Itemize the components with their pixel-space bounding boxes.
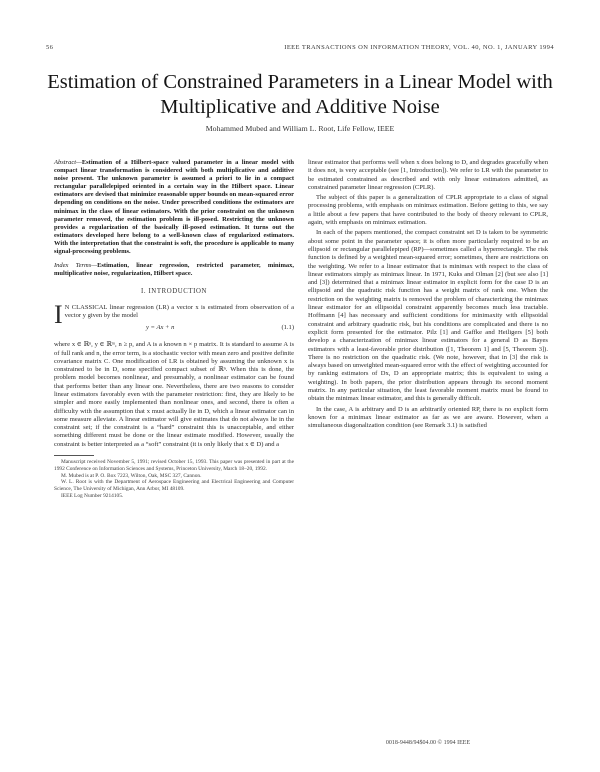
index-terms [54,262,294,278]
running-header [46,44,554,56]
equation-number: (1.1) [281,324,294,332]
body-paragraph: The subject of this paper is a generalization of CPLR appropriate to a class of signal processing problems, with emphasis on minimax estimation. Before getting to this, we say a little about a few papers that have contributed to the body of theory relevant to CPLR, again, with emphasis on minimax estimation. [308,194,548,227]
equation-1-1 [54,324,294,336]
abstract-text: Estimation of a Hilbert-space valued parameter in a linear model with compact linear transformation is considered with both multiplicative and additive noise present. The unknown parameter is assumed a priori to lie in a compact rectangular parallelepiped oriented in a certain way in the Hilbert space. Linear estimators are devised that minimize reasonable upper bounds on mean-squared error depending on conditions on the noise. Under prescribed conditions the estimators are minimax in the class of linear estimators. With the prior constraint on the unknown parameter removed, the estimation problem is ill-posed. Restricting the unknown provides a regularization of the basically ill-posed estimation. It turns out the estimators developed here belong to a well-known class of regularized estimators. With the interpretation that the constraint is soft, the procedure is applicable to many signal-processing problems. [54,159,294,256]
intro-text: N CLASSICAL linear regression (LR) a vector x is estimated from observation of a vector y given by the model [64,303,294,319]
left-column [54,159,294,500]
body-paragraph: In the case, A is arbitrary and D is an arbitrarily oriented RP, there is no explicit form known for a minimax linear estimator as far as we are aware. However, when a simultaneous diagonalization condition (see Remark 3.1) is satisfied [308,405,548,430]
copyright-line: 0018-9448/94$04.00 © 1994 IEEE [385,740,471,746]
footnote: W. L. Root is with the Department of Aerospace Engineering and Electrical Engineering and Computer Science, The University of Michigan, Ann Arbor, MI 48109. [54,479,294,493]
abstract-lead: Abstract— [54,159,82,166]
abstract [54,159,294,256]
body-paragraph: where x ∈ ℝⁿ, y ∈ ℝᵐ, n ≥ p, and A is a known n × p matrix. It is standard to assume A is of full rank and n, the error term, is a stochastic vector with mean zero and positive definite covariance matrix C. One modification of LR is obtained by assuming the unknown x is constrained to be in D, some specified compact subset of ℝⁿ. When this is done, the problem model becomes nonlinear, and presumably, a nonlinear estimator can be found that performs better than any linear one. Nevertheless, there are two reasons to consider linear estimators favorably even with the parameter restriction: first, they are likely to be simpler and more easily implemented than nonlinear ones, and second, there is often a difficulty with the assumption that x must actually lie in D, which a linear estimator can in some measure alleviate. A linear estimator will give estimates that do not always lie in the constraint set; if the constraint is a “hard” constraint this is unacceptable, and either something different must be done or the linear estimate modified. However, usually the constraint is better interpreted as a “soft” constraint (it is only likely that x ∈ D) and a [54,341,294,448]
index-terms-lead: Index Terms— [54,262,98,270]
footnote: M. Mubed is at P. O. Box 7223, Wilton, Oak, MSC 327, Cannon. [61,472,202,479]
equation-text: y = Ax + n [146,324,175,332]
footnotes [54,459,294,500]
drop-cap: I [54,299,63,329]
footnote: IEEE Log Number 9214105. [61,493,124,500]
footnote: Manuscript received November 5, 1991; revised October 15, 1993. This paper was presented in part at the 1992 Conference on Information Sciences and Systems, Princeton University, March 18–20, 1992. [54,459,294,472]
index-terms-text: Estimation, linear regression, restricted parameter, minimax, multiplicative noise, regularization, Hilbert space. [54,262,295,278]
paper-authors: Mohammed Mubed and William L. Root, Life Fellow, IEEE [205,124,395,133]
journal-header: IEEE TRANSACTIONS ON INFORMATION THEORY, VOL. 40, NO. 1, JANUARY 1994 [284,44,554,51]
paper-title: Estimation of Constrained Parameters in a Linear Model with Multiplicative and Additive Noise [47,71,553,118]
footnote-divider [54,455,94,456]
body-paragraph: In each of the papers mentioned, the compact constraint set D is taken to be symmetric about some point in the parameter space; it is often more particularly required to be an ellipsoid or rectangular parallelepiped (RP)—sometimes called a hyperrectangle. The risk function is defined by a weighted mean-squared error; sometimes, there are restrictions on the weighting. We refer to a linear estimator that is minimax with respect to the class of linear estimators simply as minimax linear. In 1971, Kuks and Olman [2] (but see also [1] and [3]) determined that a minimax linear estimator in explicit form for the case D is an ellipsoid and the quadratic risk function has a weight matrix of rank one. When the restriction on the weighting matrix is removed the problem of characterizing the minimax linear estimator for an ellipsoidal constraint apparently becomes much less tractable. Hoffmann [4] has necessary and sufficient conditions for minimaxity with ellipsoidal constraint and arbitrary quadratic risk, but his conditions are complicated and there is no explicit form presented for the estimator. Pilz [1] and Gaffke and Heiligers [5] both develop a characterization of minimax linear estimators for a general D as Bayes estimators with a least-favorable prior distribution ([1, Theorem 1] and [5, Theorem 3]). There is no restriction on the quadratic risk. (We note, however, that in [3] the risk is always based on unweighted mean-squared error with the effect of weighting accounted for by ranking estimators of Dx, D an appropriate matrix; this is equivalent to using a weighting). In both papers, the prior distribution appears through its second moment matrix. In any particular situation, the least favorable moment matrix must be found to obtain the minimax linear estimator, and this is generally difficult. [308,229,548,403]
page-number: 56 [46,44,54,51]
body-paragraph: linear estimator that performs well when x does belong to D, and degrades gracefully when it does not, is very acceptable (see [1, Introduction]). We refer to LR with the parameter to be estimated constrained as described and with only linear estimators admitted, as constrained parameter linear regression (CPLR). [308,159,548,191]
section-heading: I. INTRODUCTION [140,288,207,296]
right-column [308,159,548,431]
